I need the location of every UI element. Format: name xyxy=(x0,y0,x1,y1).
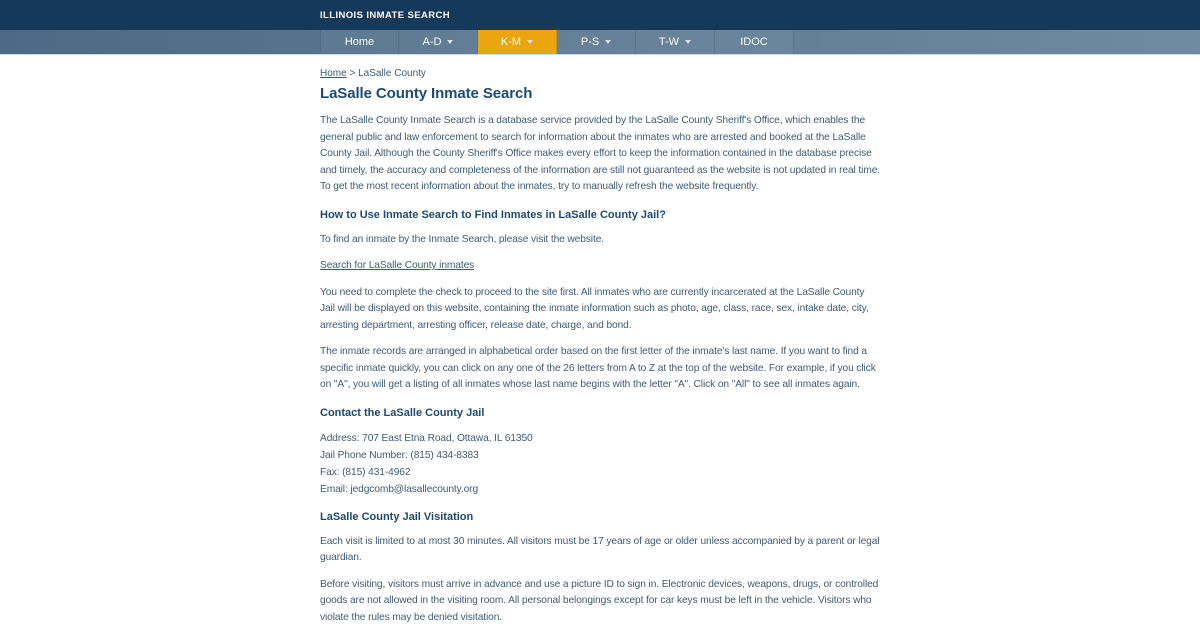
breadcrumb xyxy=(320,67,880,80)
chevron-down-icon xyxy=(447,40,453,44)
breadcrumb-home-link[interactable]: Home xyxy=(320,68,347,79)
nav-item-label: P-S xyxy=(581,36,599,48)
top-bar xyxy=(0,0,1200,30)
page-content xyxy=(320,55,880,626)
contact-fax: Fax: (815) 431-4962 xyxy=(320,464,880,481)
chevron-down-icon xyxy=(605,40,611,44)
breadcrumb-separator: > xyxy=(349,68,355,79)
inmate-search-link[interactable]: Search for LaSalle County inmates xyxy=(320,260,474,271)
contact-heading: Contact the LaSalle County Jail xyxy=(320,406,880,420)
search-link-paragraph xyxy=(320,258,880,275)
nav-item-idoc[interactable] xyxy=(715,30,794,54)
contact-address: Address: 707 East Etna Road, Ottawa, IL 61350 xyxy=(320,430,880,447)
nav-item-p-s[interactable] xyxy=(557,30,636,54)
visitation-rules: Each visit is limited to at most 30 minutes. All visitors must be 17 years of age or older unless accompanied by a parent or legal guardian. xyxy=(320,534,880,567)
page-title: LaSalle County Inmate Search xyxy=(320,85,880,103)
contact-info xyxy=(320,430,880,498)
nav-item-label: T-W xyxy=(659,36,679,48)
how-to-heading: How to Use Inmate Search to Find Inmates in LaSalle County Jail? xyxy=(320,208,880,222)
site-title: ILLINOIS INMATE SEARCH xyxy=(320,10,450,21)
visitation-before-visit: Before visiting, visitors must arrive in advance and use a picture ID to sign in. Electronic devices, weapons, drugs, or controlled goods are not allowed in the visiting room. All personal belongings except for car keys must be left in the vehicle. Visitors who violate the rules may be denied visitation. xyxy=(320,577,880,626)
how-to-instruction: To find an inmate by the Inmate Search, please visit the website. xyxy=(320,232,880,249)
main-nav xyxy=(0,30,1200,55)
chevron-down-icon xyxy=(527,40,533,44)
contact-email: Email: jedgcomb@lasallecounty.org xyxy=(320,481,880,498)
contact-phone: Jail Phone Number: (815) 434-8383 xyxy=(320,447,880,464)
nav-item-label: K-M xyxy=(501,36,521,48)
nav-item-t-w[interactable] xyxy=(636,30,715,54)
nav-item-home[interactable] xyxy=(320,30,399,54)
nav-item-label: Home xyxy=(345,36,374,48)
intro-paragraph: The LaSalle County Inmate Search is a database service provided by the LaSalle County Sheriff's Office, which enables the general public and law enforcement to search for information about the inmates who are arrested and booked at the LaSalle County Jail. Although the County Sheriff's Office makes every effort to keep the information contained in the database precise and timely, the accuracy and completeness of the information are still not guaranteed as the website is not updated in real time. To get the most recent information about the inmates, try to manually refresh the website frequently. xyxy=(320,113,880,196)
nav-item-a-d[interactable] xyxy=(399,30,478,54)
breadcrumb-current: LaSalle County xyxy=(358,68,426,79)
nav-item-k-m[interactable] xyxy=(478,30,557,54)
chevron-down-icon xyxy=(685,40,691,44)
nav-item-label: IDOC xyxy=(740,36,768,48)
how-to-details: You need to complete the check to proceed to the site first. All inmates who are currently incarcerated at the LaSalle County Jail will be displayed on this website, containing the inmate information such as photo, age, class, race, sex, intake date, city, arresting department, arresting officer, release date, charge, and bond. xyxy=(320,285,880,335)
alphabet-note: The inmate records are arranged in alphabetical order based on the first letter of the inmate's last name. If you want to find a specific inmate quickly, you can click on any one of the 26 letters from A to Z at the top of the website. For example, if you click on "A", you will get a listing of all inmates whose last name begins with the letter "A". Click on "All" to see all inmates again. xyxy=(320,344,880,394)
visitation-heading: LaSalle County Jail Visitation xyxy=(320,510,880,524)
nav-item-label: A-D xyxy=(423,36,442,48)
